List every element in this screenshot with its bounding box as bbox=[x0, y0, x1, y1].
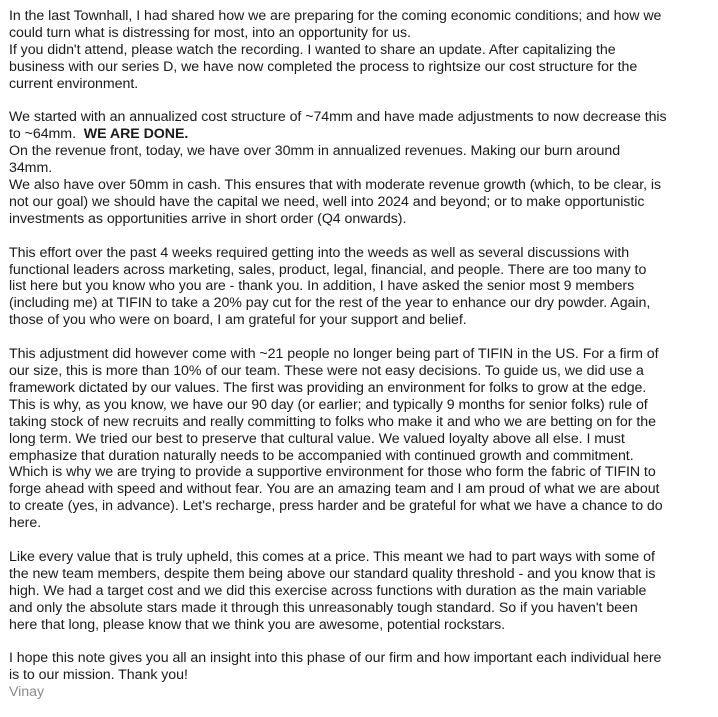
text-line: not our goal) we should have the capital we need, well into 2024 and beyond; or to make opportunistic bbox=[9, 193, 645, 210]
text-line: the new team members, despite them being above our standard quality threshold - and you know that is bbox=[9, 565, 656, 582]
text-line: This effort over the past 4 weeks required getting into the weeds as well as several discussions with bbox=[9, 244, 630, 261]
text-line: those of you who were on board, I am grateful for your support and belief. bbox=[9, 312, 467, 329]
text-line: This is why, as you know, we have our 90 day (or earlier; and typically 9 months for senior folks) rule of bbox=[9, 396, 648, 413]
text-line: We started with an annualized cost structure of ~74mm and have made adjustments to now decrease this bbox=[9, 109, 667, 126]
text-line: taking stock of new recruits and really committing to folks who make it and who we are betting on for the bbox=[9, 413, 656, 430]
text-line: emphasize that duration naturally needs to be accompanied with continued growth and commitment. bbox=[9, 447, 634, 464]
signature: Vinay bbox=[9, 684, 44, 701]
text-line: Which is why we are trying to provide a supportive environment for those who form the fabric of TIFIN to bbox=[9, 464, 656, 481]
paragraph-price bbox=[9, 549, 714, 634]
email-body bbox=[9, 8, 714, 701]
text-line: here that long, please know that we think you are awesome, potential rockstars. bbox=[9, 616, 506, 633]
paragraph-closing bbox=[9, 650, 714, 684]
paragraph-effort bbox=[9, 245, 714, 330]
text-line: and only the absolute stars made it through this unreasonably tough standard. So if you haven't been bbox=[9, 599, 638, 616]
text-line: (including me) at TIFIN to take a 20% pay cut for the rest of the year to enhance our dry powder. Again, bbox=[9, 295, 651, 312]
paragraph-adjustment bbox=[9, 346, 714, 532]
paragraph-gap bbox=[9, 633, 714, 650]
text-line: I hope this note gives you all an insight into this phase of our firm and how important each individual here bbox=[9, 650, 662, 667]
paragraph-gap bbox=[9, 93, 714, 110]
text-line: 34mm. bbox=[9, 160, 53, 177]
text-line: forge ahead with speed and without fear. You are an amazing team and I am proud of what we are about bbox=[9, 481, 660, 498]
text-line: could turn what is distressing for most, into an opportunity for us. bbox=[9, 24, 411, 41]
paragraph-gap bbox=[9, 532, 714, 549]
text-line: Like every value that is truly upheld, this comes at a price. This meant we had to part ways with some of bbox=[9, 548, 655, 565]
paragraph-gap bbox=[9, 228, 714, 245]
text-line: framework dictated by our values. The first was providing an environment for folks to grow at the edge. bbox=[9, 379, 647, 396]
we-are-done-emphasis: WE ARE DONE. bbox=[83, 126, 189, 143]
paragraph-cost-structure bbox=[9, 109, 714, 227]
text-line: our size, this is more than 10% of our team. These were not easy decisions. To guide us, we did use a bbox=[9, 362, 644, 379]
paragraph-townhall bbox=[9, 8, 714, 93]
text-line: list here but you know who you are - thank you. In addition, I have asked the senior most 9 members bbox=[9, 278, 635, 295]
text-line: On the revenue front, today, we have over 30mm in annualized revenues. Making our burn around bbox=[9, 143, 621, 160]
text-line: We also have over 50mm in cash. This ensures that with moderate revenue growth (which, to be clear, is bbox=[9, 177, 662, 194]
text-line: to create (yes, in advance). Let's recharge, press harder and be grateful for what we have a chance to do bbox=[9, 498, 663, 515]
text-line: high. We had a target cost and we did this exercise across functions with duration as the main variable bbox=[9, 582, 647, 599]
text-line: long term. We tried our best to preserve that cultural value. We valued loyalty above all else. I must bbox=[9, 430, 625, 447]
text-line: In the last Townhall, I had shared how we are preparing for the coming economic conditions; and how we bbox=[9, 8, 662, 24]
text-line: business with our series D, we have now completed the process to rightsize our cost structure for the bbox=[9, 58, 638, 75]
text-line bbox=[9, 126, 714, 143]
text-line: here. bbox=[9, 515, 42, 532]
text-line: If you didn't attend, please watch the recording. I wanted to share an update. After capitalizing the bbox=[9, 41, 616, 58]
text-line: This adjustment did however come with ~21 people no longer being part of TIFIN in the US. For a firm of bbox=[9, 346, 659, 363]
text-line: current environment. bbox=[9, 75, 139, 92]
text-fragment: to ~64mm. bbox=[9, 126, 76, 143]
text-line: functional leaders across marketing, sales, product, legal, financial, and people. There are too many to bbox=[9, 261, 647, 278]
paragraph-gap bbox=[9, 329, 714, 346]
text-line: investments as opportunities arrive in short order (Q4 onwards). bbox=[9, 210, 407, 227]
text-line: is to our mission. Thank you! bbox=[9, 667, 188, 684]
